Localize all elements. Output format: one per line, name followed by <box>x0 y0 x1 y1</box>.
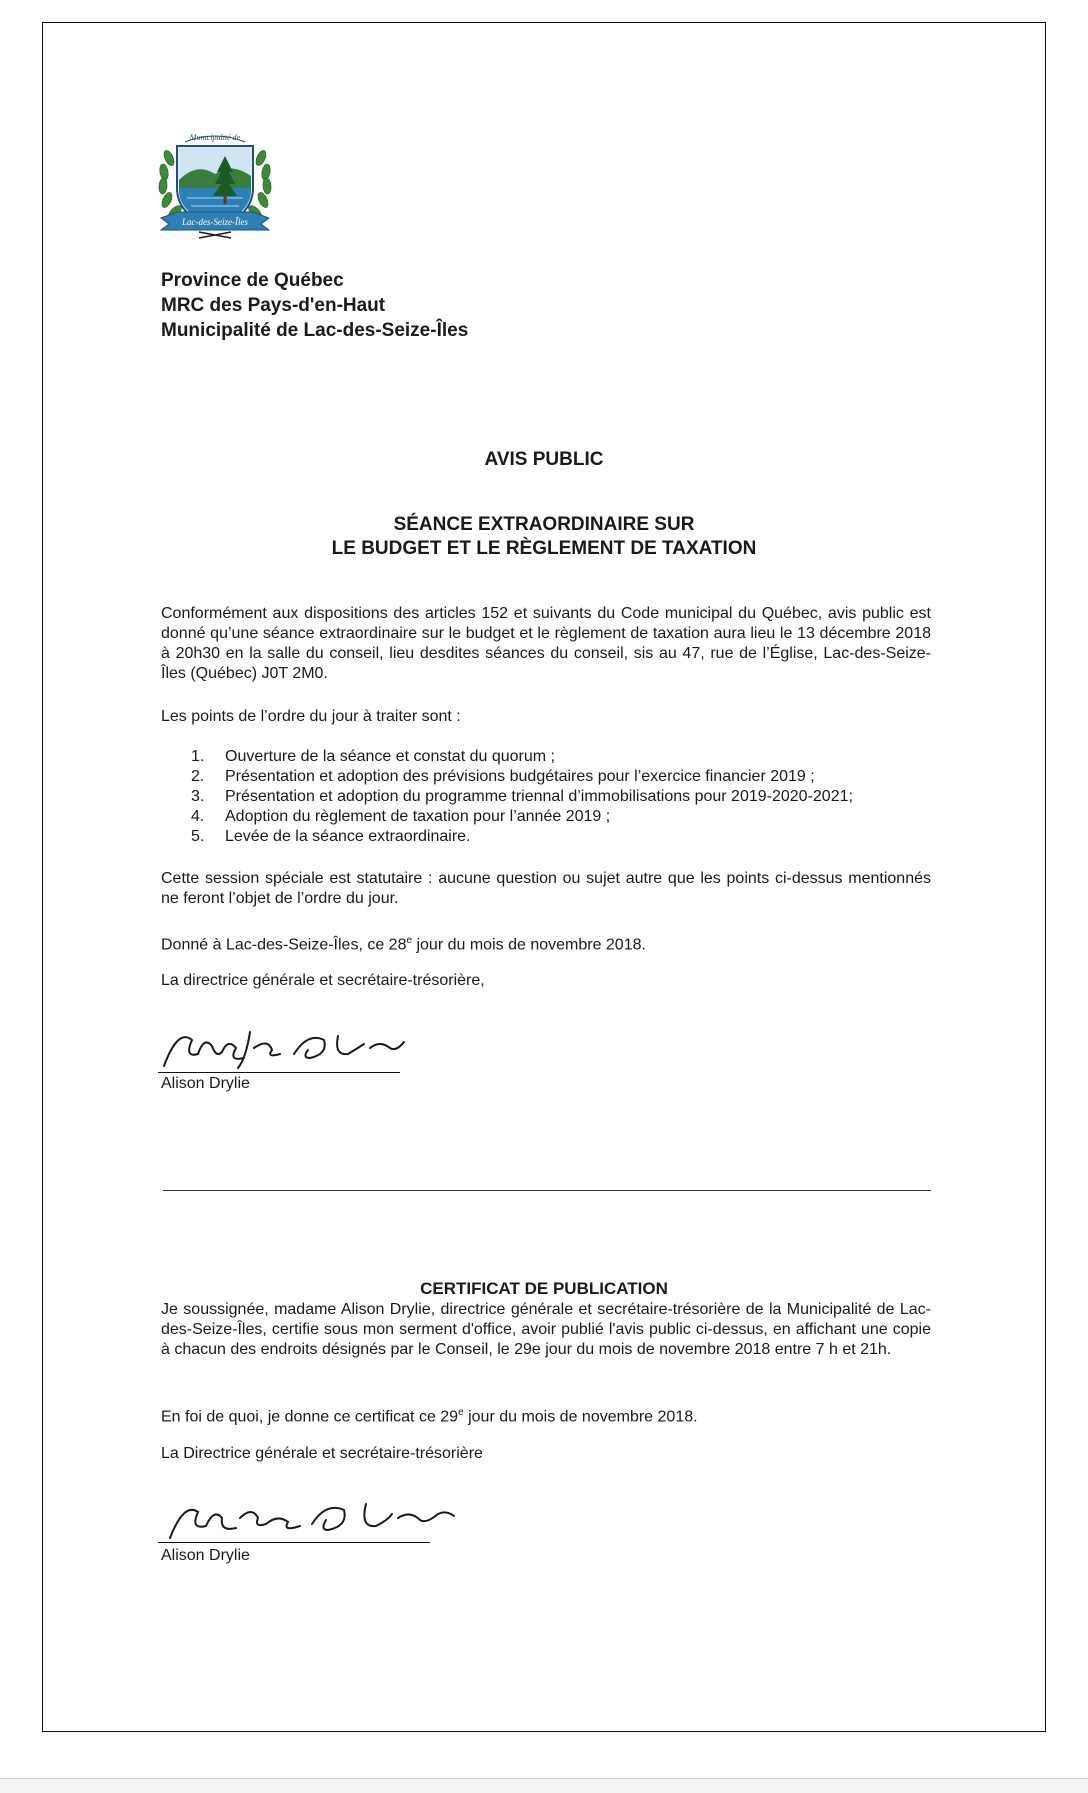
handwritten-signature <box>158 1018 408 1074</box>
certificate-title: CERTIFICAT DE PUBLICATION <box>420 1279 668 1298</box>
signature-line <box>158 1542 430 1543</box>
municipality-header <box>161 268 468 343</box>
notice-subtitle-line2: LE BUDGET ET LE RÈGLEMENT DE TAXATION <box>331 538 757 559</box>
section-divider <box>163 1190 931 1191</box>
given-at-line <box>161 931 931 955</box>
given-at-text-end: jour du mois de novembre 2018. <box>412 936 646 954</box>
agenda-item-number: 4. <box>191 808 205 825</box>
agenda-item <box>191 747 853 767</box>
agenda-item-text: Présentation et adoption des prévisions budgétaires pour l’exercice financier 2019 ; <box>225 768 815 785</box>
in-faith-text: En foi de quoi, je donne ce certificat ce 29 <box>161 1408 459 1426</box>
scan-bottom-edge <box>0 1778 1088 1793</box>
in-faith-line <box>161 1403 931 1427</box>
given-at-superscript: e <box>406 935 413 946</box>
header-municipality: Municipalité de Lac-des-Seize-Îles <box>161 320 469 341</box>
in-faith-superscript: e <box>458 1407 464 1418</box>
agenda-item-number: 2. <box>191 768 205 785</box>
notice-subtitle-line1: SÉANCE EXTRAORDINAIRE SUR <box>393 514 695 535</box>
handwritten-signature <box>162 1488 462 1546</box>
crest-ribbon-text: Lac-des-Seize-Îles <box>182 217 248 227</box>
agenda-item-text: Présentation et adoption du programme triennal d’immobilisations pour 2019-2020-2021; <box>225 788 853 805</box>
notice-intro-paragraph: Conformément aux dispositions des articles 152 et suivants du Code municipal du Québec, avis public est donné qu’une séance extraordinaire sur le budget et le règlement de taxation aura lieu le 13 décembre 2018 à 20h30 en la salle du conseil, lieu desdites séances du conseil, sis au 47, rue de l’Église, Lac-des-Seize-Îles (Québec) J0T 2M0. <box>161 605 931 682</box>
agenda-item-text: Levée de la séance extraordinaire. <box>225 828 471 845</box>
header-mrc: MRC des Pays-d'en-Haut <box>161 295 386 316</box>
agenda-item <box>191 827 853 847</box>
given-at-text: Donné à Lac-des-Seize-Îles, ce 28 <box>161 936 407 954</box>
agenda-item-number: 1. <box>191 748 205 765</box>
agenda-item-text: Ouverture de la séance et constat du quorum ; <box>225 748 555 765</box>
notice-title: AVIS PUBLIC <box>484 449 604 470</box>
agenda-list <box>191 747 853 847</box>
agenda-item-number: 3. <box>191 788 205 805</box>
signatory-title: La directrice générale et secrétaire-trésorière, <box>161 972 485 989</box>
agenda-item <box>191 767 853 787</box>
agenda-item <box>191 807 853 827</box>
agenda-item-text: Adoption du règlement de taxation pour l’année 2019 ; <box>225 808 611 825</box>
header-province: Province de Québec <box>161 270 344 291</box>
in-faith-text-end: jour du mois de novembre 2018. <box>463 1408 698 1426</box>
signatory-name: Alison Drylie <box>161 1075 250 1092</box>
session-note: Cette session spéciale est statutaire : aucune question ou sujet autre que les points ci-dessus mentionnés ne feront l’objet de l’ordre du jour. <box>161 870 931 907</box>
municipal-crest-logo <box>155 128 275 240</box>
agenda-item <box>191 787 853 807</box>
agenda-item-number: 5. <box>191 828 205 845</box>
crest-top-text: Municipalité de <box>189 133 241 142</box>
signature-line <box>158 1072 400 1073</box>
certificate-signatory-title: La Directrice générale et secrétaire-trésorière <box>161 1445 483 1462</box>
agenda-intro: Les points de l’ordre du jour à traiter sont : <box>161 708 461 725</box>
certificate-paragraph: Je soussignée, madame Alison Drylie, directrice générale et secrétaire-trésorière de la Municipalité de Lac-des-Seize-Îles, certifie sous mon serment d'office, avoir publié l'avis public ci-dessus, en affichant une copie à chacun des endroits désignés par le Conseil, le 29e jour du mois de novembre 2018 entre 7 h et 21h. <box>161 1301 931 1358</box>
certificate-signatory-name: Alison Drylie <box>161 1547 250 1564</box>
